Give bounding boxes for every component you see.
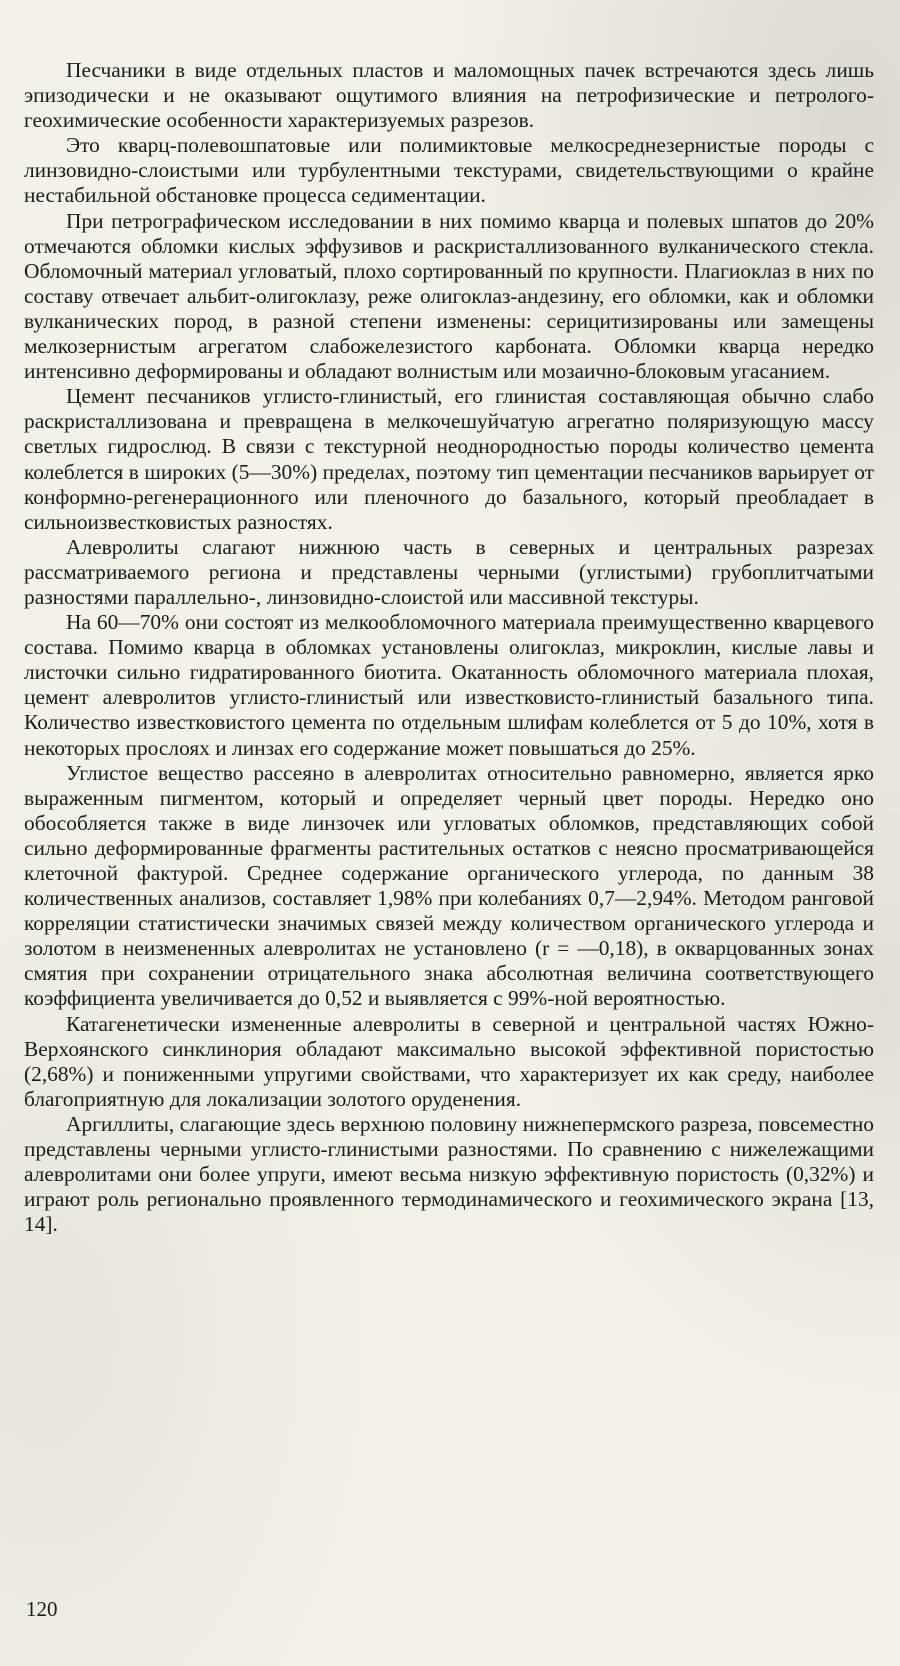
paragraph: Цемент песчаников углисто-глинистый, его глинистая составляющая обычно слабо раскристаллизована и превращена в мелкочешуйчатую агрегатно поляризующую массу светлых гидрослюд. В связи с текстурной неоднородностью породы количество цемента колеблется в широких (5—30%) пределах, поэтому тип цементации песчаников варьирует от конформно-регенерационного или пленочного до базального, который преобладает в сильноизвестковистых разностях. (24, 384, 874, 534)
paragraph: Аргиллиты, слагающие здесь верхнюю половину нижнепермского разреза, повсеместно представлены черными углисто-глинистыми разностями. По сравнению с нижележащими алевролитами они более упруги, имеют весьма низкую эффективную пористость (0,32%) и играют роль регионально проявленного термодинамического и геохимического экрана [13, 14]. (24, 1111, 874, 1237)
paragraph: Алевролиты слагают нижнюю часть в северных и центральных разрезах рассматриваемого региона и представлены черными (углистыми) грубоплитчатыми разностями параллельно-, линзовидно-слоистой или массивной текстуры. (24, 534, 874, 609)
paragraph: Углистое вещество рассеяно в алевролитах относительно равномерно, является ярко выраженным пигментом, который и определяет черный цвет породы. Нередко оно обособляется также в виде линзочек или угловатых обломков, представляющих собой сильно деформированные фрагменты растительных остатков с неясно просматривающейся клеточной фактурой. Среднее содержание органического углерода, по данным 38 количественных анализов, составляет 1,98% при колебаниях 0,7—2,94%. Методом ранговой корреляции статистически значимых связей между количеством органического углерода и золотом в неизмененных алевролитах не установлено (r = —0,18), в окварцованных зонах смятия при сохранении отрицательного знака абсолютная величина соответствующего коэффициента увеличивается до 0,52 и выявляется с 99%-ной вероятностью. (24, 760, 874, 1011)
page-number: 120 (26, 1597, 58, 1621)
paragraph: При петрографическом исследовании в них помимо кварца и полевых шпатов до 20% отмечаются обломки кислых эффузивов и раскристаллизованного вулканического стекла. Обломочный материал угловатый, плохо сортированный по крупности. Плагиоклаз в них по составу отвечает альбит-олигоклазу, реже олигоклаз-андезину, его обломки, как и обломки вулканических пород, в разной степени изменены: серицитизированы или замещены мелкозернистым агрегатом слабожелезистого карбоната. Обломки кварца нередко интенсивно деформированы и обладают волнистым или мозаично-блоковым угасанием. (24, 208, 874, 384)
paragraph: Это кварц-полевошпатовые или полимиктовые мелкосреднезернистые породы с линзовидно-слоистыми или турбулентными текстурами, свидетельствующими о крайне нестабильной обстановке процесса седиментации. (24, 133, 874, 208)
paragraph: Катагенетически измененные алевролиты в северной и центральной частях Южно-Верхоянского синклинория обладают максимально высокой эффективной пористостью (2,68%) и пониженными упругими свойствами, что характеризует их как среду, наиболее благоприятную для локализации золотого оруденения. (24, 1011, 874, 1111)
paragraph: На 60—70% они состоят из мелкообломочного материала преимущественно кварцевого состава. Помимо кварца в обломках установлены олигоклаз, микроклин, кислые лавы и листочки сильно гидратированного биотита. Окатанность обломочного материала плохая, цемент алевролитов углисто-глинистый или известковисто-глинистый базального типа. Количество известковистого цемента по отдельным шлифам колеблется от 5 до 10%, хотя в некоторых прослоях и линзах его содержание может повышаться до 25%. (24, 610, 874, 760)
paragraph: Песчаники в виде отдельных пластов и маломощных пачек встречаются здесь лишь эпизодически и не оказывают ощутимого влияния на петрофизические и петролого-геохимические особенности характеризуемых разрезов. (24, 58, 874, 133)
body-text (24, 58, 874, 1237)
